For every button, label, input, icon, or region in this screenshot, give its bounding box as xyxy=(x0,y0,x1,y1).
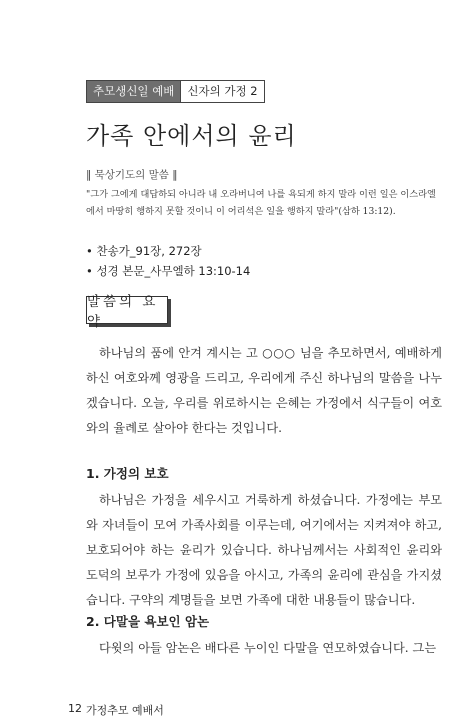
section-body-1: 하나님은 가정을 세우시고 거룩하게 하셨습니다. 가정에는 부모와 자녀들이 모여 가족사회를 이루는데, 여기에서는 지켜져야 하고, 보호되어야 하는 윤리가 있습니다. 하나님께서는 사회적인 윤리와 도덕의 보루가 가정에 있음을 아시고, 가족의 윤리에 관심을 가지셨습니다. 구약의 계명들을 보면 가족에 대한 내용들이 많습니다. xyxy=(86,493,442,607)
hymn-item: • 찬송가_91장, 272장 xyxy=(86,244,202,258)
meditation-label: ‖ 묵상기도의 말씀 ‖ xyxy=(86,169,178,181)
chapter-header xyxy=(86,80,265,103)
scripture-item: • 성경 본문_사무엘하 13:10-14 xyxy=(86,264,251,278)
meditation-block xyxy=(86,167,442,220)
section-heading-2: 2. 다말을 욕보인 암논 xyxy=(86,614,210,629)
meditation-quote: "그가 그에게 대답하되 아니라 내 오라버니여 나를 욕되게 하지 말라 이런 일은 이스라엘에서 마땅히 행하지 못할 것이니 이 어리석은 일을 행하지 말라"(삼하 13:12). xyxy=(86,189,436,217)
summary-label-box: 말씀의 요약 xyxy=(86,296,168,324)
page-title: 가족 안에서의 윤리 xyxy=(86,122,297,150)
page-footer xyxy=(68,702,164,718)
section-body-2: 다윗의 아들 암논은 배다른 누이인 다말을 연모하였습니다. 그는 xyxy=(99,641,437,655)
intro-paragraph: 하나님의 품에 안겨 계시는 고 ○○○ 님을 추모하면서, 예배하게 하신 여호와께 영광을 드리고, 우리에게 주신 하나님의 말씀을 나누겠습니다. 오늘, 우리를 위로하시는 은혜는 가정에서 식구들이 여호와의 율례로 살아야 한다는 것입니다. xyxy=(86,346,442,435)
section-heading-1: 1. 가정의 보호 xyxy=(86,466,169,481)
page-number: 12 xyxy=(68,702,82,715)
chapter-category: 추모생신일 예배 xyxy=(87,81,181,102)
book-title: 가정추모 예배서 xyxy=(86,704,164,717)
chapter-subtitle: 신자의 가정 2 xyxy=(181,81,263,102)
worship-info-list xyxy=(86,241,250,281)
